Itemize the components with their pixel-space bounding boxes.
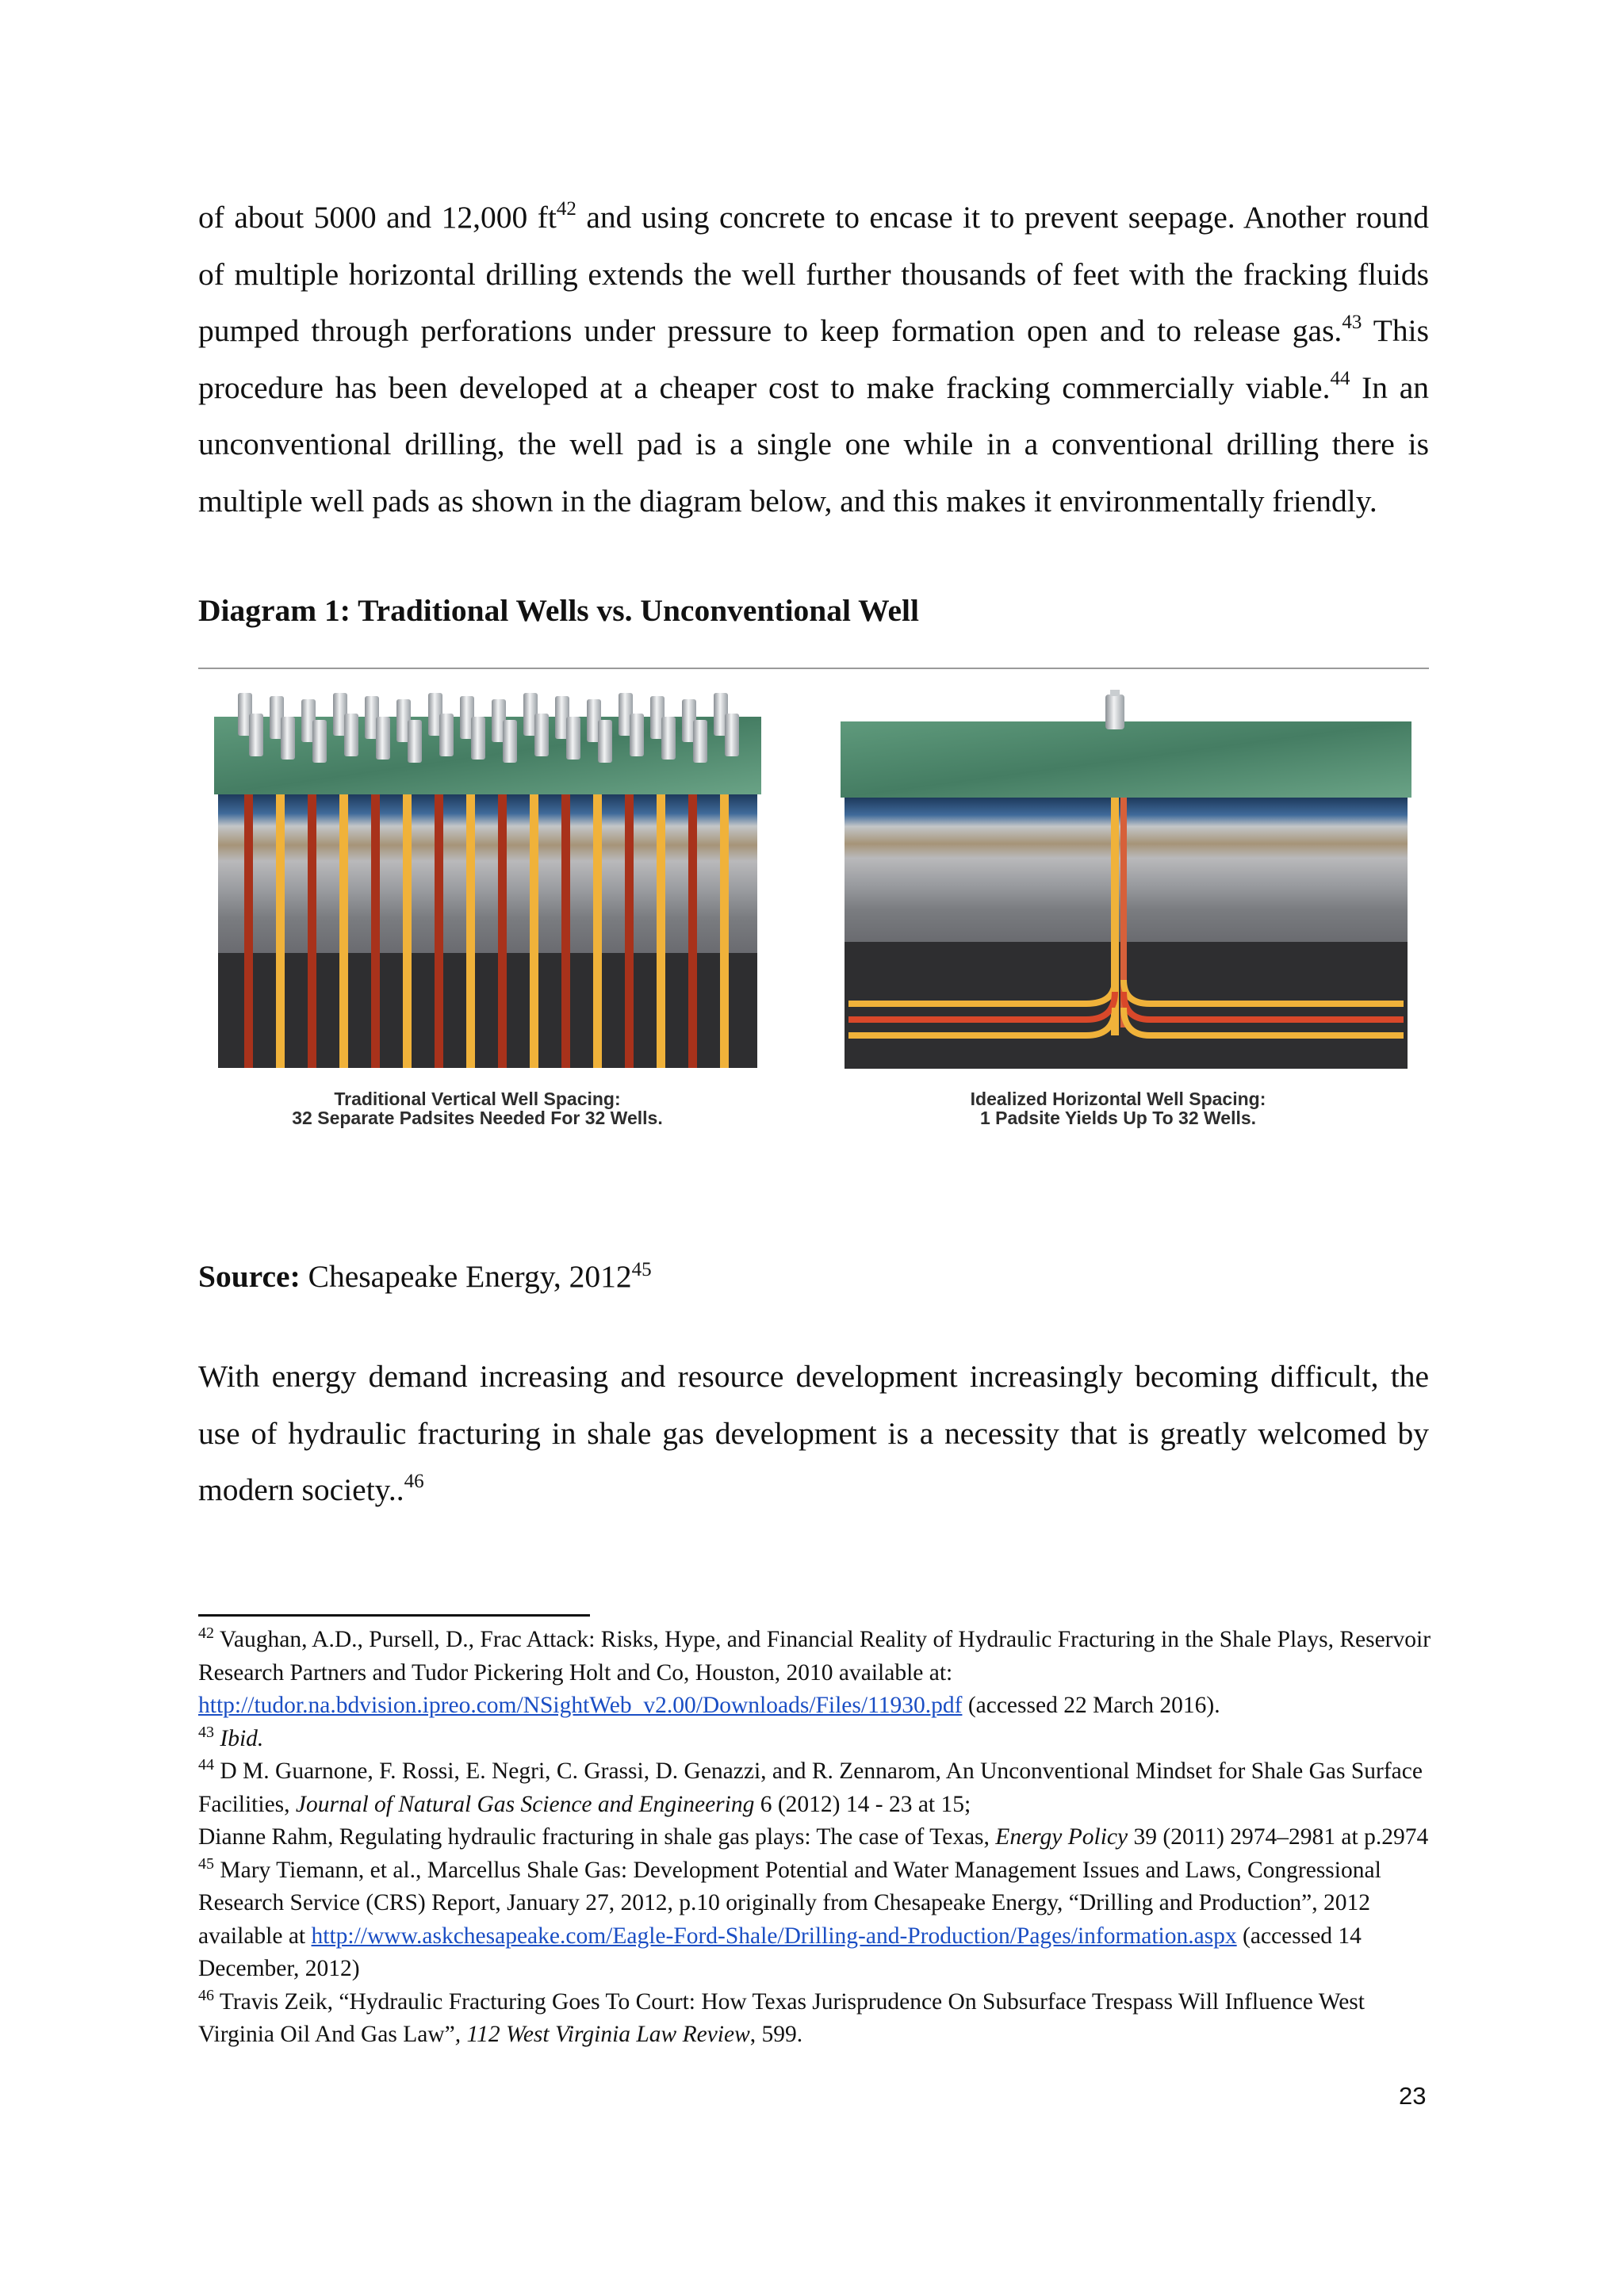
footnote-text: (accessed 14 December, 2012) — [198, 1923, 1362, 1981]
footnote-ref-45[interactable]: 45 — [631, 1258, 652, 1280]
vertical-well-pipe — [339, 794, 348, 1068]
well-padsite — [376, 717, 390, 760]
left-caption-line2: 32 Separate Padsites Needed For 32 Wells. — [292, 1108, 663, 1128]
figure-source — [198, 1253, 652, 1300]
well-padsite — [725, 714, 739, 756]
footnote-text: (accessed 22 March 2016). — [962, 1693, 1220, 1718]
traditional-wells-illustration — [214, 693, 761, 1068]
vertical-well-pipe — [466, 794, 475, 1068]
footnote-text: , 112 — [454, 2022, 506, 2047]
well-padsite — [312, 720, 327, 763]
well-padsite — [408, 720, 422, 763]
vertical-well-pipe — [561, 794, 570, 1068]
ground-surface-left — [214, 717, 761, 794]
well-padsite — [439, 714, 454, 756]
footnote-text: 39 (2011) 2974–2981 at p.2974 — [1128, 1824, 1429, 1850]
footnote-45 — [198, 1854, 1435, 1986]
text-run: This procedure has been developed at a cheaper cost to make fracking commercially viable. — [198, 313, 1429, 405]
vertical-well-pipe — [657, 794, 665, 1068]
footnote-number: 45 — [198, 1854, 214, 1873]
footnote-number: 46 — [198, 1986, 214, 2004]
well-padsite — [503, 720, 517, 763]
footnote-44 — [198, 1755, 1435, 1854]
footnote-link[interactable]: http://www.askchesapeake.com/Eagle-Ford-Shale/Drilling-and-Production/Pages/information.aspx — [311, 1923, 1237, 1949]
right-caption-line1: Idealized Horizontal Well Spacing: — [970, 1089, 1266, 1109]
single-padsite — [1105, 695, 1124, 729]
journal-title: Energy Policy — [995, 1824, 1128, 1850]
vertical-well-pipe — [688, 794, 697, 1068]
right-caption-line2: 1 Padsite Yields Up To 32 Wells. — [979, 1108, 1257, 1128]
body-paragraph-1 — [198, 189, 1429, 530]
footnote-46 — [198, 1986, 1435, 2052]
vertical-well-pipe — [625, 794, 634, 1068]
footnote-number: 42 — [198, 1624, 214, 1643]
vertical-well-pipe — [435, 794, 443, 1068]
vertical-well-pipe — [403, 794, 412, 1068]
footnote-43 — [198, 1723, 1435, 1756]
journal-title: Journal of Natural Gas Science and Engineering — [295, 1791, 755, 1817]
well-padsite — [598, 720, 612, 763]
source-label: Source: — [198, 1259, 301, 1294]
ground-surface-right — [841, 721, 1411, 798]
rock-strata-left — [218, 794, 757, 953]
well-padsite — [281, 717, 295, 760]
footnote-number: 44 — [198, 1756, 214, 1774]
footnote-ref-43[interactable]: 43 — [1342, 311, 1362, 333]
left-caption-line1: Traditional Vertical Well Spacing: — [334, 1089, 621, 1109]
well-padsite — [566, 717, 580, 760]
footnote-ref-46[interactable]: 46 — [404, 1470, 424, 1492]
vertical-well-pipe — [244, 794, 253, 1068]
text-run: of about 5000 and 12,000 ft — [198, 200, 557, 235]
page-number: 23 — [1399, 2082, 1427, 2110]
body-paragraph-2 — [198, 1349, 1429, 1519]
well-padsite — [534, 714, 549, 756]
footnote-text: Ibid. — [220, 1725, 264, 1751]
well-padsite — [693, 720, 707, 763]
text-run: and using concrete to encase it to prevent seepage. Another round of multiple horizontal drilling extends the well further thousands of feet with the fracking fluids pumped through perforations under pressure to keep formation open and to release gas. — [198, 200, 1429, 348]
footnotes — [198, 1624, 1435, 2052]
vertical-well-pipe — [498, 794, 507, 1068]
diagram-title: Diagram 1: Traditional Wells vs. Unconventional Well — [198, 593, 919, 628]
diagram-title-divider — [198, 668, 1429, 669]
horizontal-well-illustration — [841, 690, 1411, 1069]
well-padsite — [630, 714, 644, 756]
text-run: In an unconventional drilling, the well pad is a single one while in a conventional drilling there is multiple well pads as shown in the diagram below, and this makes it environmentally friendly. — [198, 369, 1429, 519]
vertical-well-pipe — [720, 794, 729, 1068]
journal-title: West Virginia Law Review — [505, 2022, 750, 2047]
well-padsite — [344, 714, 358, 756]
well-padsite — [471, 717, 485, 760]
well-padsite — [249, 714, 263, 756]
footnote-text: Travis Zeik, “Hydraulic Fracturing Goes To Court: How Texas Jurisprudence On Subsurface Trespass Will Influence West Virginia Oil And Gas Law” — [198, 1988, 1365, 2047]
shale-layer-left — [218, 953, 757, 1068]
well-spacing-diagram — [214, 679, 1435, 1249]
footnote-link[interactable]: http://tudor.na.bdvision.ipreo.com/NSightWeb_v2.00/Downloads/Files/11930.pdf — [198, 1693, 963, 1718]
footnote-separator — [198, 1614, 590, 1617]
source-text: Chesapeake Energy, 2012 — [300, 1259, 632, 1294]
footnote-text: Dianne Rahm, Regulating hydraulic fracturing in shale gas plays: The case of Texas, — [198, 1824, 996, 1850]
vertical-well-pipe — [593, 794, 602, 1068]
footnote-ref-42[interactable]: 42 — [556, 197, 576, 220]
footnote-text: Mary Tiemann, et al., Marcellus Shale Gas: Development Potential and Water Management Issues and Laws, Congressional Research Service (CRS) Report, January 27, 2012, p.10 originally from Chesapeake Energy, “Drilling and Production”, 2012 available at — [198, 1857, 1381, 1949]
single-padsite-cap — [1110, 690, 1120, 696]
text-run: With energy demand increasing and resource development increasingly becoming difficult, the use of hydraulic fracturing in shale gas development is a necessity that is greatly welcomed by modern society.. — [198, 1359, 1429, 1507]
vertical-well-pipe — [371, 794, 380, 1068]
well-padsite — [661, 717, 676, 760]
footnote-text: D M. Guarnone, F. Rossi, E. Negri, C. Grassi, D. Genazzi, and R. Zennarom, An Unconventional Mindset for Shale Gas Surface Facilities, — [198, 1758, 1423, 1817]
vertical-well-pipe — [308, 794, 316, 1068]
vertical-well-pipe — [530, 794, 538, 1068]
footnote-ref-44[interactable]: 44 — [1330, 368, 1350, 390]
footnote-text: , 599. — [749, 2022, 803, 2047]
footnote-text: Vaughan, A.D., Pursell, D., Frac Attack: Risks, Hype, and Financial Reality of Hydraulic Fracturing in the Shale Plays, Reservoir Research Partners and Tudor Pickering Holt and Co, Houston, 2010 available at: — [198, 1627, 1431, 1686]
footnote-42 — [198, 1624, 1435, 1723]
footnote-number: 43 — [198, 1723, 214, 1741]
footnote-text: 6 (2012) 14 - 23 at 15; — [754, 1791, 971, 1817]
vertical-well-pipe — [276, 794, 285, 1068]
